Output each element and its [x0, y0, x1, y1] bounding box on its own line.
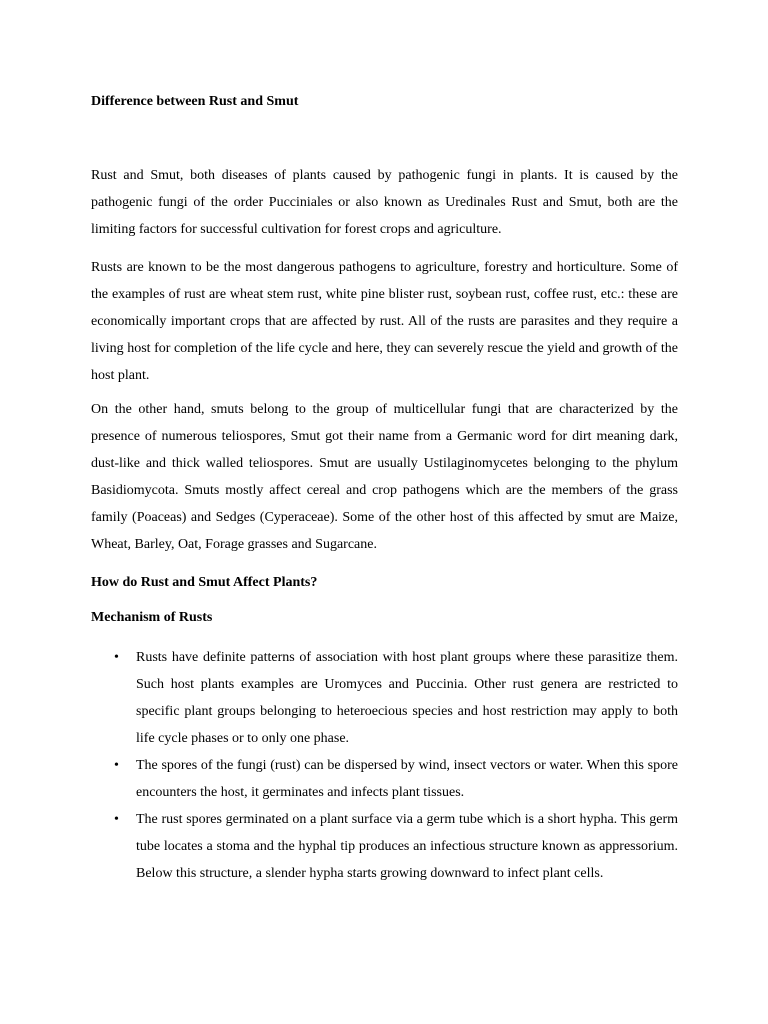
- document-title: Difference between Rust and Smut: [91, 94, 299, 109]
- paragraph-intro: Rust and Smut, both diseases of plants caused by pathogenic fungi in plants. It is caused by the pathogenic fungi of the order Pucciniales or also known as Uredinales Rust and Smut, both are the limiting factors for successful cultivation for forest crops and agriculture.: [91, 168, 678, 237]
- bullet-icon: •: [114, 812, 119, 827]
- list-item: [91, 806, 678, 887]
- bullet-list: [91, 644, 678, 887]
- list-item: [91, 644, 678, 752]
- bullet-icon: •: [114, 758, 119, 773]
- list-item: [91, 752, 678, 806]
- paragraph-smuts: On the other hand, smuts belong to the group of multicellular fungi that are characterized by the presence of numerous teliospores, Smut got their name from a Germanic word for dirt meaning dark, dust-like and thick walled teliospores. Smut are usually Ustilaginomycetes belonging to the phylum Basidiomycota. Smuts mostly affect cereal and crop pathogens which are the members of the grass family (Poaceas) and Sedges (Cyperaceae). Some of the other host of this affected by smut are Maize, Wheat, Barley, Oat, Forage grasses and Sugarcane.: [91, 402, 678, 552]
- bullet-text: The spores of the fungi (rust) can be dispersed by wind, insect vectors or water. When this spore encounters the host, it germinates and infects plant tissues.: [136, 758, 678, 800]
- bullet-text: Rusts have definite patterns of association with host plant groups where these parasitize them. Such host plants examples are Uromyces and Puccinia. Other rust genera are restricted to specific plant groups belonging to heteroecious species and host restriction may apply to both life cycle phases or to only one phase.: [136, 650, 678, 746]
- heading-how-affect: How do Rust and Smut Affect Plants?: [91, 575, 318, 590]
- bullet-icon: •: [114, 650, 119, 665]
- bullet-text: The rust spores germinated on a plant surface via a germ tube which is a short hypha. This germ tube locates a stoma and the hyphal tip produces an infectious structure known as appressorium. Below this structure, a slender hypha starts growing downward to infect plant cells.: [136, 812, 678, 881]
- paragraph-rusts: Rusts are known to be the most dangerous pathogens to agriculture, forestry and horticulture. Some of the examples of rust are wheat stem rust, white pine blister rust, soybean rust, coffee rust, etc.: these are economically important crops that are affected by rust. All of the rusts are parasites and they require a living host for completion of the life cycle and here, they can severely rescue the yield and growth of the host plant.: [91, 260, 678, 383]
- heading-mechanism-rusts: Mechanism of Rusts: [91, 610, 213, 625]
